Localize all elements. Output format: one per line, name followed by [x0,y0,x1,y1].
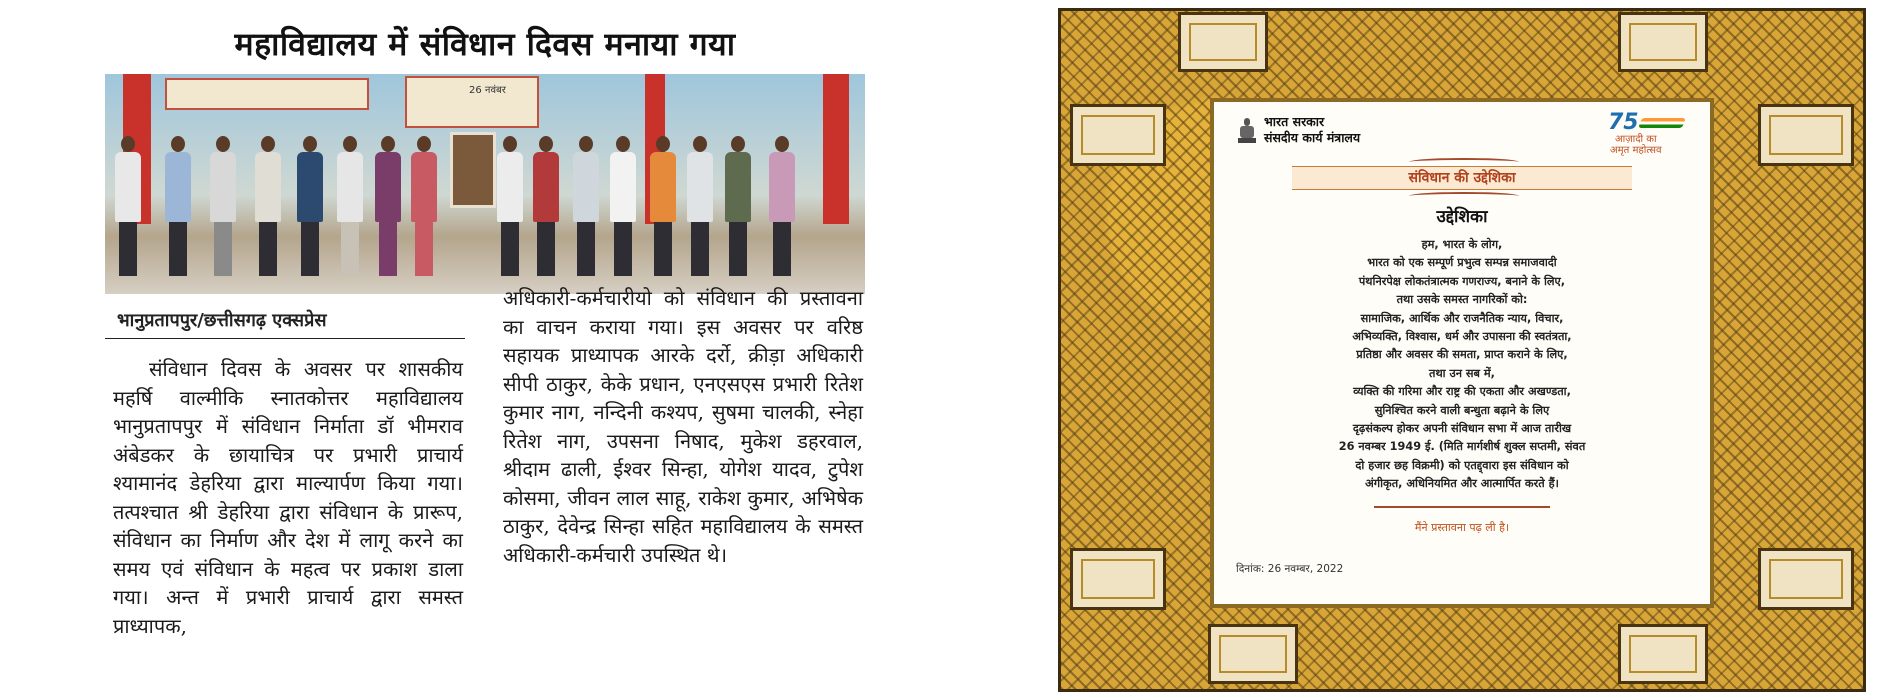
flourish-top [1409,158,1519,166]
event-photo [105,74,865,294]
azadi-text [1610,134,1662,156]
clipping-headline: महाविद्यालय में संविधान दिवस मनाया गया [234,25,736,63]
article-column-left: संविधान दिवस के अवसर पर शासकीय महर्षि वाल्मीकि स्नातकोत्तर महाविद्यालय भानुप्रतापपुर में संविधान निर्माता डॉ भीमराव अंबेडकर के छायाचित्र पर प्रभारी प्राचार्य श्यामानंद डेहरिया द्वारा माल्यार्पण किया गया। तत्पश्चात श्री डेहरिया द्वारा संविधान के प्रारूप, संविधान का निर्माण और देश में लागू करने का समय एवं संविधान के महत्व पर प्रकाश डाला गया। अन्त में प्रभारी प्राचार्य द्वारा समस्त प्राध्यापक, [113,357,463,638]
preamble-line: पंथनिरपेक्ष लोकतंत्रात्मक गणराज्य, बनाने के लिए, [1358,274,1566,288]
person [610,136,636,276]
preamble-certificate [1058,8,1866,692]
border-tile [1070,548,1166,610]
photo-banner-left [165,78,369,110]
azadi-ka-amrit-mahotsav-logo [1602,110,1692,156]
preamble-line: 26 नवम्बर 1949 ई. (मिति मार्गशीर्ष शुक्ल सप्तमी, संवत [1338,440,1586,454]
flourish-bottom [1409,192,1519,200]
person [337,136,363,276]
certificate-title: संविधान की उद्देशिका [1292,166,1632,190]
certificate-panel [1210,98,1714,608]
preamble-line: व्यक्ति की गरिमा और राष्ट्र की एकता और अखण्डता, [1353,385,1571,399]
border-tile [1178,12,1268,72]
gov-line-1: भारत सरकार [1264,114,1325,129]
preamble-line: भारत को एक सम्पूर्ण प्रभुत्व सम्पन्न समाजवादी [1367,256,1557,270]
preamble-line: हम, भारत के लोग, [1421,238,1503,251]
person [533,136,559,276]
preamble-line: दो हजार छह विक्रमी) को एतद्द्वारा इस संविधान को [1355,458,1569,472]
azadi-line-2: अमृत महोत्सव [1610,145,1662,156]
azadi-number: 75 [1608,110,1639,135]
person [255,136,281,276]
tricolor-flag-icon [1638,118,1686,128]
border-tile [1758,104,1854,166]
border-tile [1618,624,1708,684]
preamble-heading: उद्देशिका [1436,207,1488,227]
person [210,136,236,276]
preamble-line: तथा उसके समस्त नागरिकों को: [1396,293,1528,307]
preamble-line: प्रतिष्ठा और अवसर की समता, प्राप्त कराने के लिए, [1356,348,1568,362]
preamble-line: सामाजिक, आर्थिक और राजनैतिक न्याय, विचार, [1360,311,1564,325]
person [497,136,523,276]
byline: भानुप्रतापपुर/छत्तीसगढ़ एक्सप्रेस [117,310,327,331]
preamble-line: अभिव्यक्ति, विश्वास, धर्म और उपासना की स्वतंत्रता, [1352,330,1572,344]
photo-banner-date: 26 नवंबर [469,85,506,96]
certificate-date: दिनांक: 26 नवम्बर, 2022 [1236,563,1344,575]
government-header [1264,114,1360,146]
article-column-right: अधिकारी-कर्मचारीयो को संविधान की प्रस्तावना का वाचन कराया गया। इस अवसर पर वरिष्ठ सहायक प्राध्यापक आरके दर्रो, क्रीड़ा अधिकारी सीपी ठाकुर, केके प्रधान, एनएसएस प्रभारी रितेश कुमार नाग, नन्दिनी कश्यप, सुषमा चालकी, स्नेहा रितेश नाग, उपसना निषाद, मुकेश डहरवाल, श्रीदाम ढाली, ईश्वर सिन्हा, योगेश यादव, टुपेश कोसमा, जीवन लाल साहू, राकेश कुमार, अभिषेक ठाकुर, देवेन्द्र सिन्हा सहित महाविद्यालय के समस्त अधिकारी-कर्मचारी उपस्थित थे। [503,286,863,567]
border-tile [1070,104,1166,166]
person [165,136,191,276]
person [650,136,676,276]
border-tile [1758,548,1854,610]
person [375,136,401,276]
person [687,136,713,276]
preamble-line: अंगीकृत, अधिनियमित और आत्मार्पित करते हैं। [1365,477,1559,491]
person [573,136,599,276]
byline-row [105,308,465,339]
preamble-line: तथा उन सब में, [1429,366,1495,380]
ashoka-emblem-icon [1236,116,1258,146]
photo-banner-center [405,76,539,128]
border-tile [1208,624,1298,684]
person [115,136,141,276]
pledge-text: मैंने प्रस्तावना पढ़ ली है। [1414,521,1510,534]
person [769,136,795,276]
person [725,136,751,276]
photo-pillar [823,74,849,224]
newspaper-clipping [105,22,865,692]
preamble-line: सुनिश्चित करने वाली बन्धुता बढ़ाने के लिए [1374,403,1550,417]
signature-flourish [1374,506,1550,508]
border-tile [1618,12,1708,72]
person [411,136,437,276]
gov-line-2: संसदीय कार्य मंत्रालय [1264,130,1361,145]
azadi-line-1: आज़ादी का [1614,134,1657,145]
preamble-text [1234,236,1690,494]
preamble-line: दृढ़संकल्प होकर अपनी संविधान सभा में आज तारीख [1352,422,1572,436]
portrait-frame [450,132,496,208]
person [297,136,323,276]
